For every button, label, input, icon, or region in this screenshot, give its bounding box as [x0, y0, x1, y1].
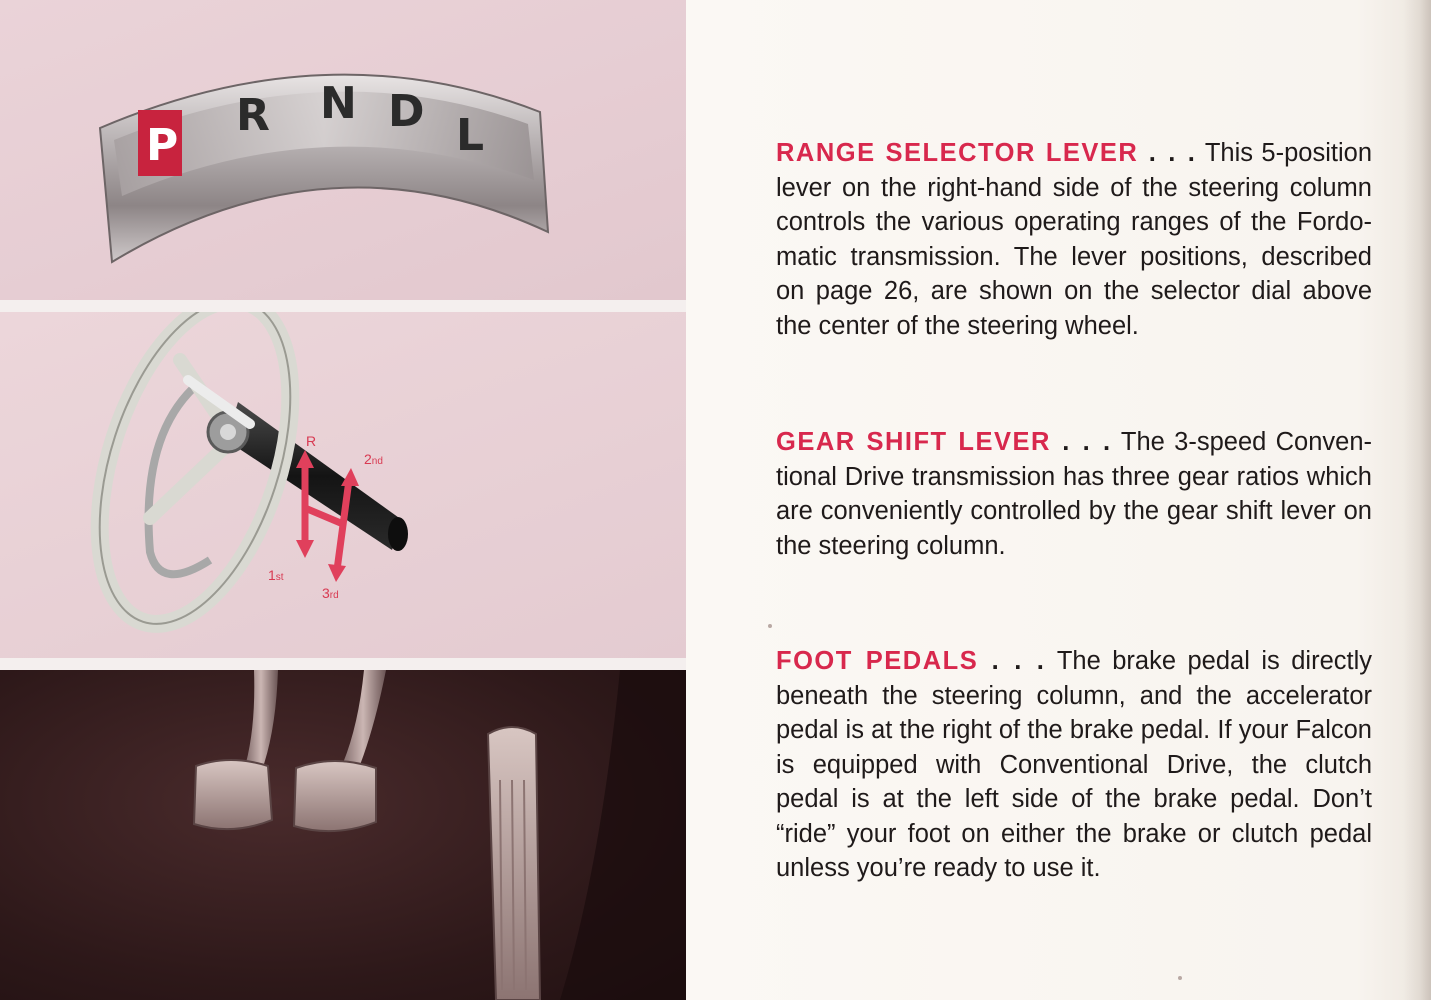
- section-heading: GEAR SHIFT LEVER: [776, 428, 1051, 456]
- gear-shift-panel: [0, 312, 686, 658]
- steering-wheel-illustration: [0, 312, 686, 658]
- foot-pedals-illustration: [0, 670, 686, 1000]
- foot-pedals-panel: [0, 670, 686, 1000]
- section-dots: . . .: [978, 647, 1046, 675]
- gear-label-third: 3rd: [322, 585, 339, 601]
- text-column: [686, 0, 1431, 1000]
- section-dots: . . .: [1138, 139, 1197, 167]
- section-body: This 5-position lever on the right-hand side of the steering column controls the various operating ranges of the Fordo-matic transmission. The lever positions, described on page 26, are shown on the selector dial above the center of the steering wheel.: [776, 139, 1372, 340]
- section-heading: RANGE SELECTOR LEVER: [776, 139, 1139, 167]
- section-body: The brake pedal is directly beneath the steering column, and the accelerator pedal is at the right of the brake pedal. If your Falcon is equipped with Conventional Drive, the clutch pedal is at the left side of the brake pedal. Don’t “ride” your foot on either the brake or clutch pedal unless you’re ready to use it.: [776, 647, 1372, 882]
- section-range-selector-lever: [776, 136, 1372, 343]
- paper-speck: [1178, 976, 1182, 980]
- gear-label-first: 1st: [268, 567, 284, 583]
- gear-label-reverse: R: [306, 433, 317, 449]
- dial-letter-p: P: [146, 120, 179, 171]
- paper-speck: [768, 624, 772, 628]
- selector-dial-panel: [0, 0, 686, 300]
- page-edge-shadow: [1403, 0, 1431, 1000]
- dial-letter-l: L: [456, 110, 485, 161]
- selector-dial-illustration: [0, 0, 686, 300]
- section-gear-shift-lever: [776, 425, 1372, 563]
- section-body: The 3-speed Conven-tional Drive transmission has three gear ratios which are conveniently controlled by the gear shift lever on the steering column.: [776, 428, 1372, 560]
- dial-letter-n: N: [320, 78, 357, 129]
- section-heading: FOOT PEDALS: [776, 647, 979, 675]
- section-foot-pedals: [776, 644, 1372, 886]
- dial-letter-r: R: [236, 90, 270, 141]
- dial-letter-d: D: [388, 86, 425, 137]
- illustration-column: [0, 0, 686, 1000]
- section-dots: . . .: [1050, 428, 1113, 456]
- gear-label-second: 2nd: [364, 451, 383, 467]
